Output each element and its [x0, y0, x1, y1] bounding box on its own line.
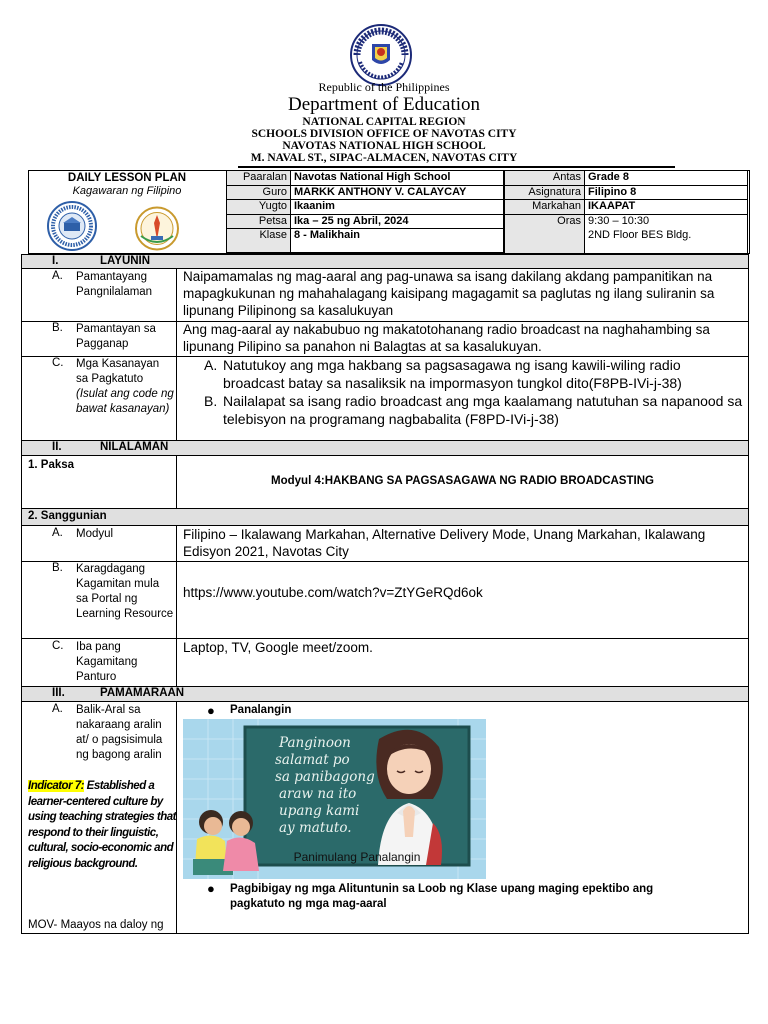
- resource-link[interactable]: https://www.youtube.com/watch?v=ZtYGeRQd6ok: [183, 585, 483, 600]
- board-line: ay matuto.: [279, 820, 352, 836]
- lesson-plan-title: DAILY LESSON PLAN: [67, 172, 187, 184]
- objective-number: B.: [204, 393, 218, 409]
- info-label: Asignatura: [505, 185, 585, 200]
- row-label: Balik-Aral sa nakaraang aralin at/ o pagsisimula ng bagong aralin: [76, 704, 163, 761]
- row-label: Karagdagang Kagamitan mula sa Portal ng Learning Resource: [76, 563, 174, 620]
- row-karagdagang-kagamitan: [21, 562, 749, 639]
- bullet-icon: ●: [207, 881, 215, 896]
- info-label: Petsa: [227, 214, 291, 229]
- panimulang-panalangin-image: [183, 719, 486, 879]
- info-value: Grade 8: [585, 171, 748, 186]
- bullet-panalangin: [207, 703, 292, 718]
- info-value: Ikaanim: [291, 200, 504, 215]
- indicator-text: Established a learner-centered culture by using teaching strategies that respond to their linguistic, cultural, socio-economic and religious background.: [28, 780, 176, 870]
- section-title: PAMAMARAAN: [100, 687, 185, 699]
- info-value-time: 9:30 – 10:30: [588, 214, 650, 227]
- row-label: Pamantayang Pangnilalaman: [76, 271, 153, 298]
- board-line: araw na ito: [279, 786, 357, 802]
- bullet-alituntunin: [207, 881, 690, 912]
- bullet-icon: ●: [207, 703, 215, 718]
- objective-item: [177, 392, 744, 428]
- header-division: SCHOOLS DIVISION OFFICE OF NAVOTAS CITY: [251, 128, 517, 140]
- row-letter: A.: [52, 703, 63, 715]
- row-letter: B.: [52, 322, 63, 334]
- section-pamamaraan: [21, 687, 749, 702]
- objective-number: A.: [204, 357, 218, 373]
- header-region: NATIONAL CAPITAL REGION: [302, 116, 466, 128]
- objective-text: Natutukoy ang mga hakbang sa pagsasagawa ng isang kawili-wiling radio broadcast batay sa nasaliksik na impormasyon tungkol dito(F8PB-IVi-j-38): [223, 357, 682, 391]
- info-label: Guro: [227, 185, 291, 200]
- deped-seal-logo: [350, 24, 412, 86]
- board-line: salamat po: [275, 752, 350, 768]
- row-mga-kasanayan: [21, 357, 749, 441]
- board-line: upang kami: [279, 803, 360, 819]
- row-label: Modyul: [76, 528, 114, 540]
- header-divider: [238, 166, 675, 168]
- row-label: Iba pang Kagamitang Panturo: [76, 641, 138, 683]
- paksa-label: 1. Paksa: [28, 459, 75, 471]
- row-pamantayang-pangnilalaman: [21, 268, 749, 322]
- info-value-room: 2ND Floor BES Bldg.: [588, 228, 692, 241]
- row-content: Laptop, TV, Google meet/zoom.: [183, 640, 373, 655]
- row-label-note: (Isulat ang code ng bawat kasanayan): [76, 388, 174, 415]
- sanggunian-label: 2. Sanggunian: [28, 510, 107, 522]
- row-pamantayan-sa-pagganap: [21, 322, 749, 357]
- row-content: Filipino – Ikalawang Markahan, Alternative Delivery Mode, Unang Markahan, Ikalawang Edisyon 2021, Navotas City: [183, 527, 706, 559]
- section-number: II.: [52, 441, 62, 453]
- bullet-text: Panalangin: [230, 704, 292, 716]
- info-label: Paaralan: [227, 171, 291, 186]
- info-value: Filipino 8: [585, 185, 748, 200]
- indicator-note: [28, 779, 178, 872]
- info-value: Ika – 25 ng Abril, 2024: [291, 214, 504, 229]
- info-label: Yugto: [227, 200, 291, 215]
- image-caption: Panimulang Panalangin: [293, 850, 421, 864]
- row-content: Naipamamalas ng mag-aaral ang pag-unawa sa isang dakilang akdang pampanitikan na mapagkukunan ng mahahalagang kaisipang magagamit sa paglutas ng ilang suliranin sa lipunang Pilipinong sa kasalukuyan: [183, 269, 715, 318]
- filipino-dept-seal-logo: [131, 206, 183, 251]
- row-letter: B.: [52, 562, 63, 574]
- info-value: 8 - Malikhain: [291, 229, 504, 253]
- section-nilalaman: [21, 441, 749, 456]
- info-table-right: [504, 170, 748, 254]
- praying-girl-figure: [376, 730, 443, 865]
- info-table-left: [226, 170, 504, 253]
- paksa-text: Modyul 4:HAKBANG SA PAGSASAGAWA NG RADIO BROADCASTING: [271, 475, 654, 487]
- section-title: LAYUNIN: [100, 255, 151, 267]
- mov-note: MOV- Maayos na daloy ng: [28, 919, 164, 931]
- row-label: Mga Kasanayan sa Pagkatuto: [76, 358, 160, 385]
- row-letter: C.: [52, 357, 64, 369]
- lesson-plan-subtitle: Kagawaran ng Filipino: [72, 185, 182, 197]
- objective-text: Nailalapat sa isang radio broadcast ang mga kaalamang natutuhan sa napanood sa telebisyon na programang nagbabalita (F8PD-IVi-j-38): [223, 393, 743, 427]
- row-letter: A.: [52, 270, 63, 282]
- info-label: Markahan: [505, 200, 585, 215]
- school-seal-logo: [46, 201, 98, 251]
- bullet-text: Pagbibigay ng mga Alituntunin sa Loob ng Klase upang maging epektibo ang pagkatuto ng mga mag-aaral: [230, 883, 654, 910]
- row-balik-aral: [21, 702, 749, 934]
- info-value: MARKK ANTHONY V. CALAYCAY: [291, 185, 504, 200]
- header-address: M. NAVAL ST., SIPAC-ALMACEN, NAVOTAS CITY: [250, 152, 518, 164]
- info-label: Oras: [505, 214, 585, 253]
- row-sanggunian: [21, 509, 749, 526]
- info-value: Navotas National High School: [291, 171, 504, 186]
- section-title: NILALAMAN: [100, 441, 169, 453]
- row-iba-pang-kagamitan: [21, 639, 749, 687]
- info-value: IKAAPAT: [585, 200, 748, 215]
- info-label: Antas: [505, 171, 585, 186]
- section-number: I.: [52, 255, 59, 267]
- board-line: Panginoon: [279, 735, 351, 751]
- info-label: Klase: [227, 229, 291, 253]
- objectives-list: [177, 356, 744, 428]
- header-department: Department of Education: [287, 94, 481, 115]
- row-paksa: [21, 456, 749, 509]
- board-line: sa panibagong: [275, 769, 375, 785]
- row-content: Ang mag-aaral ay nakabubuo ng makatotohanang radio broadcast na naghahambing sa lipunang Pilipino sa panahon ni Balagtas at sa kasalukuyan.: [183, 322, 710, 354]
- objective-item: [177, 356, 744, 392]
- header-school: NAVOTAS NATIONAL HIGH SCHOOL: [282, 140, 486, 152]
- header-republic: Republic of the Philippines: [318, 80, 450, 94]
- section-layunin: [21, 254, 749, 269]
- section-number: III.: [52, 687, 65, 699]
- row-letter: C.: [52, 640, 64, 652]
- row-letter: A.: [52, 527, 63, 539]
- row-label: Pamantayan sa Pagganap: [76, 323, 156, 350]
- indicator-tag: Indicator 7:: [28, 780, 84, 792]
- row-modyul: [21, 526, 749, 562]
